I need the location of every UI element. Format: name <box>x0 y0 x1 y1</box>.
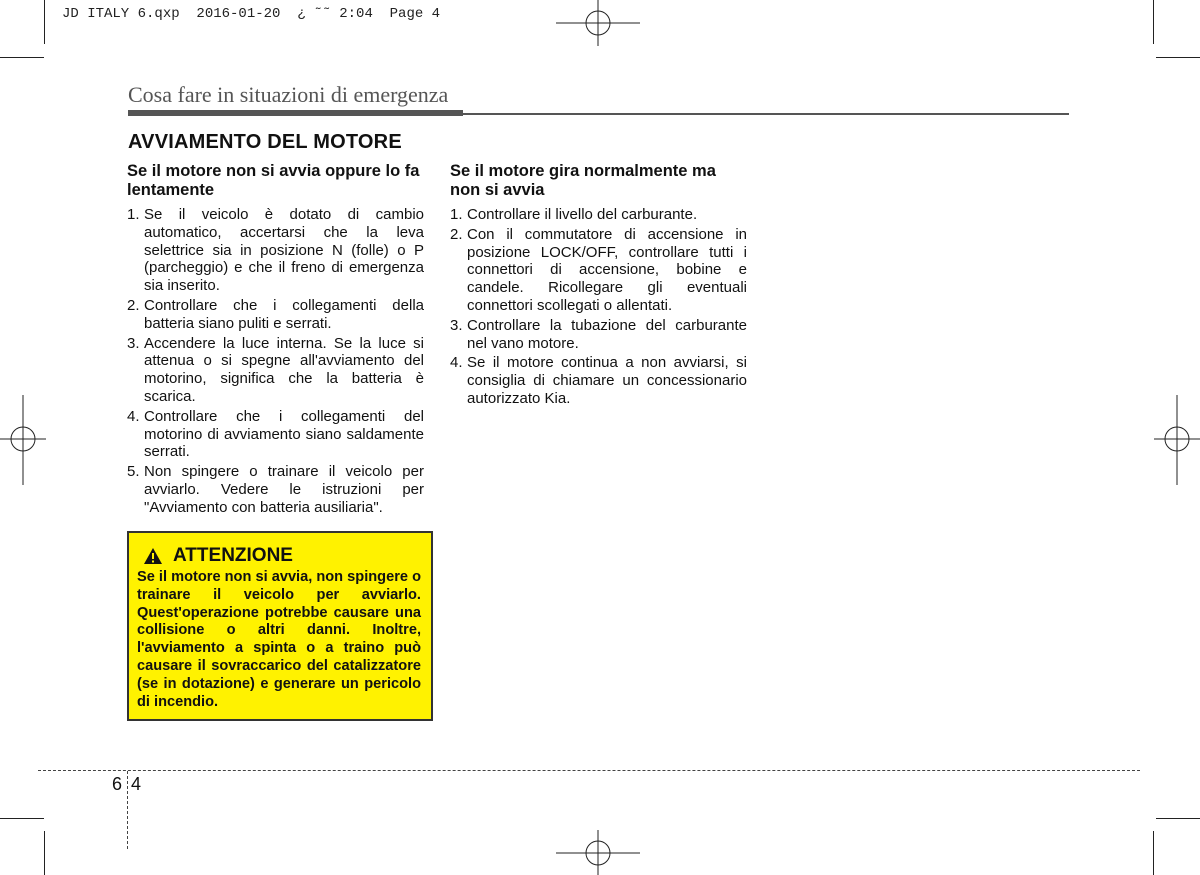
item-number: 3. <box>127 334 140 352</box>
item-text: Controllare che i collegamenti del motorino di avviamento siano saldamente serrati. <box>144 407 424 461</box>
list-item <box>450 354 747 407</box>
item-text: Se il veicolo è dotato di cambio automatico, accertarsi che la leva selettrice sia in posizione N (folle) o P (parcheggio) e che il freno di emergenza sia inserito. <box>144 206 424 295</box>
crop-mark <box>1153 0 1154 44</box>
item-number: 4. <box>450 354 463 372</box>
crop-mark <box>0 818 44 819</box>
print-slug: JD ITALY 6.qxp 2016-01-20 ¿ ˜˜ 2:04 Page 4 <box>62 6 441 22</box>
right-column-heading: Se il motore gira normalmente ma non si avvia <box>450 162 716 199</box>
warning-triangle-icon <box>143 547 163 565</box>
header-rule-thin <box>463 113 1069 115</box>
item-text: Accendere la luce interna. Se la luce si attenua o si spegne all'avviamento del motorino, significa che la batteria è scarica. <box>144 334 424 405</box>
list-item <box>127 408 424 461</box>
item-number: 1. <box>450 206 463 223</box>
list-item <box>127 463 424 516</box>
item-text: Non spingere o trainare il veicolo per avviarlo. Vedere le istruzioni per "Avviamento con batteria ausiliaria". <box>144 463 424 516</box>
left-column-heading: Se il motore non si avvia oppure lo fa lentamente <box>127 162 420 199</box>
left-steps-list <box>127 206 424 517</box>
crop-mark <box>1156 818 1200 819</box>
item-text: Controllare la tubazione del carburante nel vano motore. <box>467 316 747 352</box>
item-number: 2. <box>450 225 463 243</box>
item-text: Se il motore continua a non avviarsi, si consiglia di chiamare un concessionario autorizzato Kia. <box>467 354 747 407</box>
header-rule <box>128 110 463 116</box>
item-text: Con il commutatore di accensione in posizione LOCK/OFF, controllare tutti i connettori di accensione, bobine e candele. Ricollegare gli eventuali connettori scollegati o allentati. <box>467 225 747 314</box>
list-item <box>127 297 424 333</box>
warning-box <box>127 531 433 721</box>
registration-mark-icon <box>556 0 640 50</box>
footer-dotted-rule <box>38 770 1140 771</box>
list-item <box>450 206 747 224</box>
item-number: 3. <box>450 316 463 334</box>
item-number: 1. <box>127 206 140 223</box>
page-number: 4 <box>131 774 142 794</box>
warning-text: Se il motore non si avvia, non spingere o trainare il veicolo per avviarlo. Quest'operazione potrebbe causare una collisione o altri danni. Inoltre, l'avviamento a spinta o a traino può causare il sovraccarico del catalizzatore (se in dotazione) e generare un pericolo di incendio. <box>137 569 421 710</box>
list-item <box>450 226 747 315</box>
chapter-title: Cosa fare in situazioni di emergenza <box>128 82 449 107</box>
left-column <box>127 162 424 519</box>
item-text: Controllare che i collegamenti della batteria siano puliti e serrati. <box>144 296 424 332</box>
footer-dotted-divider <box>127 771 128 849</box>
item-text: Controllare il livello del carburante. <box>467 206 698 223</box>
item-number: 4. <box>127 407 140 425</box>
registration-mark-icon <box>0 395 46 485</box>
warning-title: ATTENZIONE <box>173 545 293 566</box>
registration-mark-icon <box>1154 395 1200 485</box>
registration-mark-icon <box>556 830 640 875</box>
page-chapter-number: 6 <box>112 774 123 794</box>
crop-mark <box>1156 57 1200 58</box>
item-number: 2. <box>127 296 140 314</box>
section-title: AVVIAMENTO DEL MOTORE <box>128 131 402 153</box>
crop-mark <box>0 57 44 58</box>
list-item <box>127 206 424 295</box>
crop-mark <box>44 0 45 44</box>
crop-mark <box>1153 831 1154 875</box>
crop-mark <box>44 831 45 875</box>
right-steps-list <box>450 206 747 408</box>
list-item <box>127 335 424 406</box>
item-number: 5. <box>127 463 140 481</box>
warning-header <box>143 545 429 567</box>
right-column <box>450 162 747 410</box>
list-item <box>450 317 747 353</box>
